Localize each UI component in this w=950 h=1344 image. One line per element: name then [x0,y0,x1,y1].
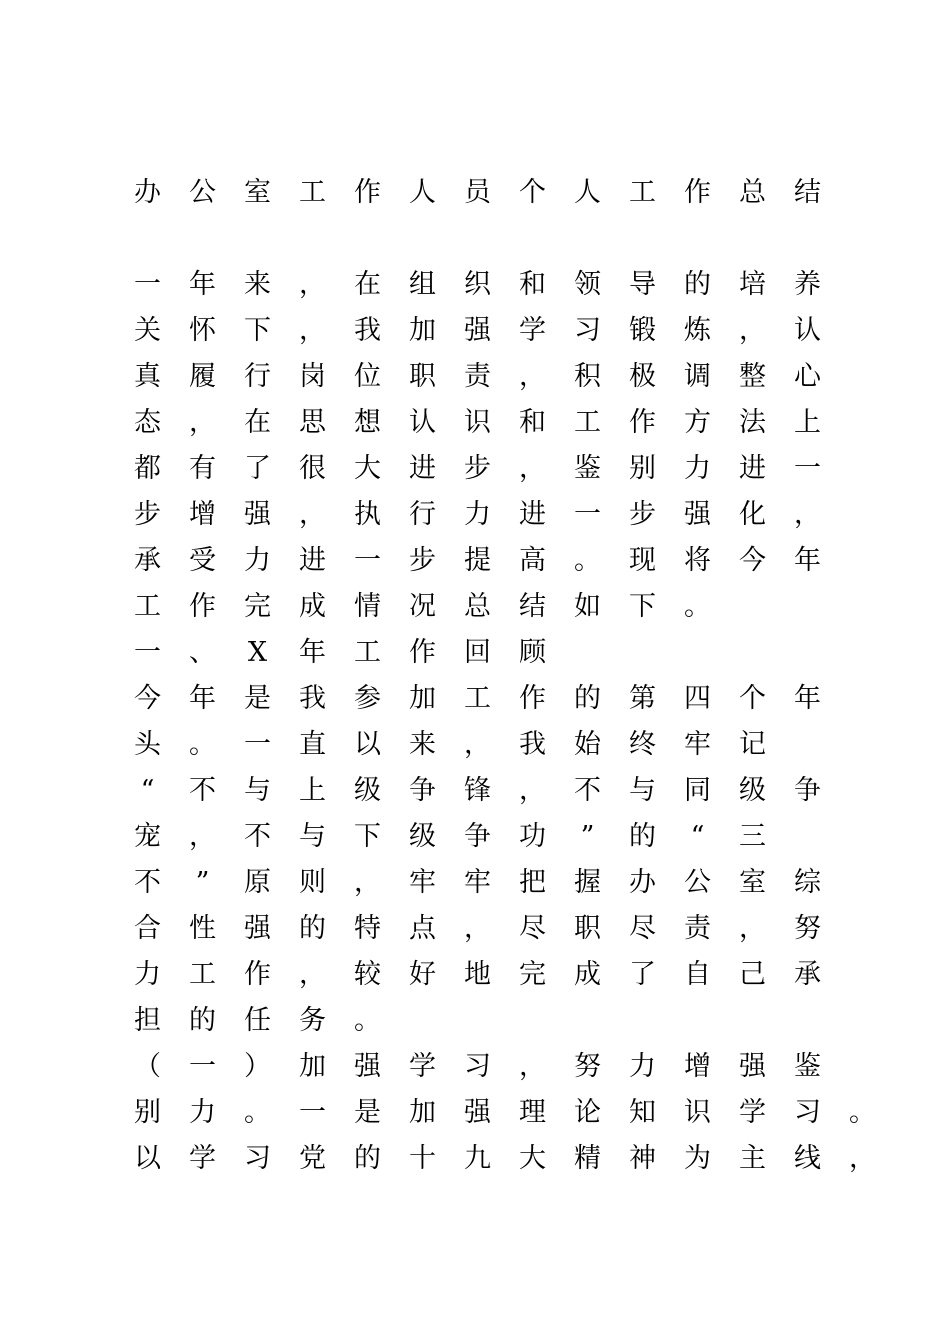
body-line: 力 工 作 ， 较 好 地 完 成 了 自 己 承 [134,959,821,990]
body-line: 真 履 行 岗 位 职 责 ， 积 极 调 整 心 [134,361,821,392]
body-line: 宠 ， 不 与 下 级 争 功 ” 的 “ 三 [134,821,766,852]
body-line: 担 的 任 务 。 [134,1005,381,1036]
body-line: 一 年 来 ， 在 组 织 和 领 导 的 培 养 [134,269,821,300]
body-line: 承 受 力 进 一 步 提 高 。 现 将 今 年 [134,545,821,576]
body-line: 别 力 。 一 是 加 强 理 论 知 识 学 习 。 [134,1097,876,1128]
body-line: 今 年 是 我 参 加 工 作 的 第 四 个 年 [134,683,821,714]
body-line: 都 有 了 很 大 进 步 ， 鉴 别 力 进 一 [134,453,821,484]
subsection-heading: （ 一 ） 加 强 学 习 ， 努 力 增 强 鉴 [134,1051,821,1082]
body-line: “ 不 与 上 级 争 锋 ， 不 与 同 级 争 [140,775,821,806]
body-line: 合 性 强 的 特 点 ， 尽 职 尽 责 ， 努 [134,913,821,944]
body-line: 不 ” 原 则 ， 牢 牢 把 握 办 公 室 综 [134,867,821,898]
body-line: 工 作 完 成 情 况 总 结 如 下 。 [134,591,711,622]
section-heading: 一 、 X 年 工 作 回 顾 [134,637,546,668]
body-line: 态 ， 在 思 想 认 识 和 工 作 方 法 上 [134,407,821,438]
document-title: 办 公 室 工 作 人 员 个 人 工 作 总 结 [134,177,821,208]
body-line: 步 增 强 ， 执 行 力 进 一 步 强 化 ， [134,499,821,530]
body-line: 关 怀 下 ， 我 加 强 学 习 锻 炼 ， 认 [134,315,821,346]
body-line: 头 。 一 直 以 来 ， 我 始 终 牢 记 [134,729,766,760]
body-line: 以 学 习 党 的 十 九 大 精 神 为 主 线 ， [134,1143,876,1174]
